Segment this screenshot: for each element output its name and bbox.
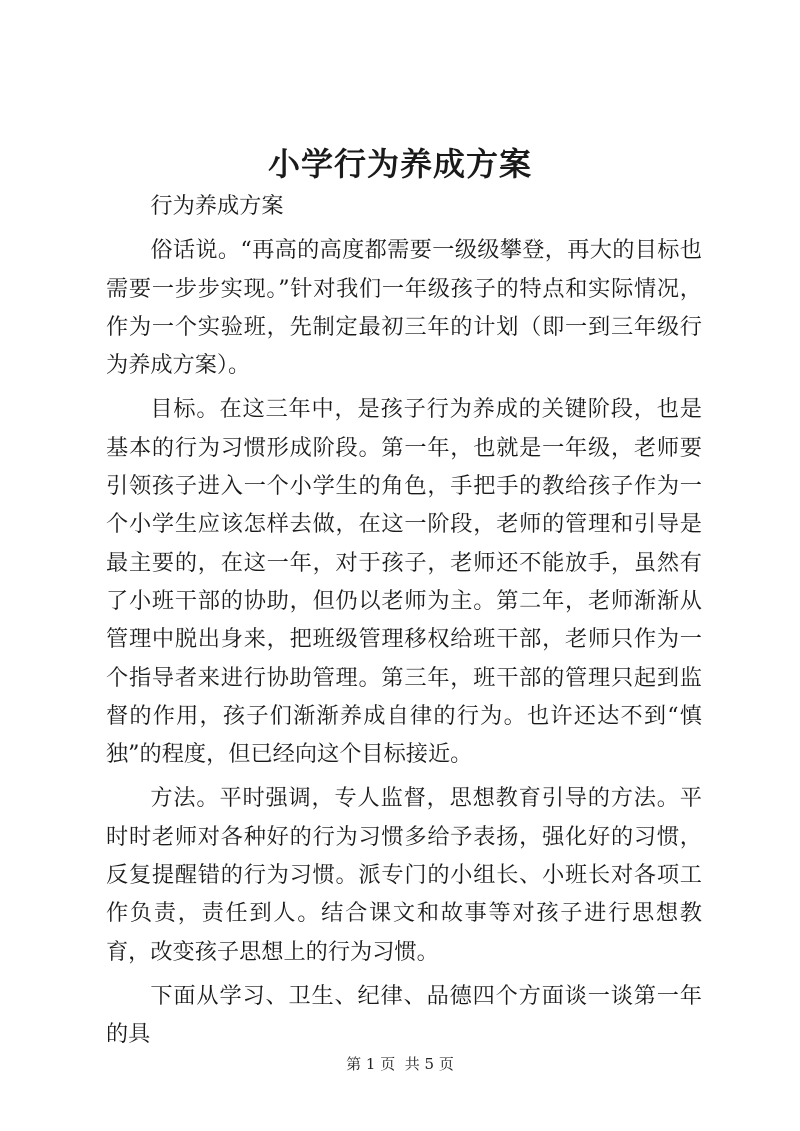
paragraph-methods: 方法。平时强调，专人监督，思想教育引导的方法。平时时老师对各种好的行为习惯多给予表扬，强化好的习惯，反复提醒错的行为习惯。派专门的小组长、小班长对各项工作负责，责任到人。结合课文和故事等对孩子进行思想教育，改变孩子思想上的行为习惯。 (106, 785, 702, 965)
paragraph-aspects: 下面从学习、卫生、纪律、品德四个方面谈一谈第一年的具 (106, 982, 702, 1048)
paragraph-subtitle: 行为养成方案 (150, 193, 284, 219)
page-footer (0, 1052, 800, 1076)
document-title: 小学行为养成方案 (267, 145, 532, 183)
document-body (106, 187, 702, 1060)
page-number-label: 第 1 页 共 5 页 (346, 1055, 454, 1073)
paragraph-goals: 目标。在这三年中，是孩子行为养成的关键阶段，也是基本的行为习惯形成阶段。第一年，也就是一年级，老师要引领孩子进入一个小学生的角色，手把手的教给孩子作为一个小学生应该怎样去做，在这一阶段，老师的管理和引导是最主要的，在这一年，对于孩子，老师还不能放手，虽然有了小班干部的协助，但仍以老师为主。第二年，老师渐渐从管理中脱出身来，把班级管理移权给班干部，老师只作为一个指导者来进行协助管理。第三年，班干部的管理只起到监督的作用，孩子们渐渐养成自律的行为。也许还达不到“慎独”的程度，但已经向这个目标接近。 (106, 396, 702, 768)
paragraph-intro: 俗话说。“再高的高度都需要一级级攀登，再大的目标也需要一步步实现。”针对我们一年级孩子的特点和实际情况，作为一个实验班，先制定最初三年的计划（即一到三年级行为养成方案）。 (106, 237, 702, 379)
